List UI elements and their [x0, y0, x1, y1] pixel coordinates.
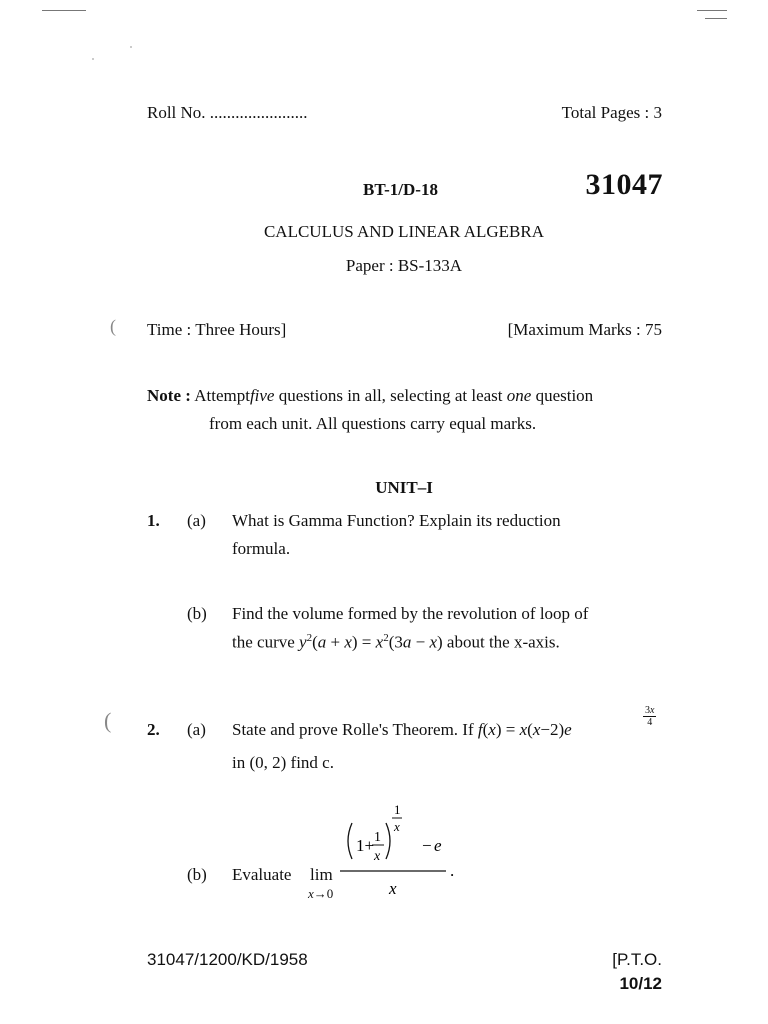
svg-text:1+: 1+ — [356, 836, 375, 855]
question-1a-line-1: What is Gamma Function? Explain its reduction — [232, 511, 561, 530]
top-right-rule — [697, 10, 727, 11]
question-1b-line-2: the curve $y^2(a + x) = x^2(3a - x)$ about the x-axis. — [232, 632, 560, 652]
question-2b-label: (b) — [187, 865, 207, 884]
question-1a-line-2: formula. — [232, 539, 291, 558]
paper-id: Paper : BS-133A — [345, 256, 463, 275]
question-1b-label: (b) — [187, 604, 207, 623]
note-five: five — [249, 386, 275, 405]
svg-text:−: − — [422, 836, 432, 855]
note-line-1 — [147, 386, 667, 406]
total-pages: Total Pages : 3 — [561, 103, 662, 122]
time-allowed: Time : Three Hours] — [147, 320, 287, 339]
unit-heading: UNIT–I — [375, 478, 433, 497]
question-1b-line-1: Find the volume formed by the revolution of loop of — [232, 604, 589, 623]
note-text-3: question — [535, 386, 594, 405]
margin-mark-2: ( — [104, 708, 112, 733]
footer-code: 31047/1200/KD/1958 — [147, 950, 308, 969]
note-label: Note : — [147, 386, 191, 405]
svg-text:e: e — [434, 836, 442, 855]
footer-pto: [P.T.O. — [612, 950, 662, 969]
note-text-1: Attempt — [194, 386, 250, 405]
svg-text:1: 1 — [394, 802, 401, 817]
svg-text:.: . — [450, 861, 455, 880]
note-text-2: questions in all, selecting at least — [278, 386, 503, 405]
question-1a-label: (a) — [187, 511, 206, 530]
svg-text:1: 1 — [374, 830, 381, 845]
top-left-rule — [42, 10, 86, 11]
maximum-marks: [Maximum Marks : 75 — [507, 320, 662, 339]
exponent-fraction: $\frac{3x}{4}$ — [645, 705, 655, 728]
limit-expression — [338, 798, 468, 908]
roll-number-field: Roll No. ....................... — [147, 103, 308, 122]
paper-code: BT-1/D-18 — [363, 180, 438, 199]
note-one: one — [506, 386, 532, 405]
subject-title: CALCULUS AND LINEAR ALGEBRA — [263, 222, 545, 241]
limit-operator: lim — [310, 865, 333, 884]
svg-text:x: x — [374, 849, 381, 864]
footer-date: 10/12 — [619, 974, 662, 993]
top-right-rule-2 — [705, 18, 727, 19]
paper-number: 31047 — [585, 168, 663, 201]
limit-subscript: x→0 — [308, 886, 334, 901]
svg-text:x: x — [394, 819, 400, 834]
question-2a-line-1: State and prove Rolle's Theorem. If f(x) = x(x−2)e — [232, 720, 572, 739]
note-line-2: from each unit. All questions carry equal marks. — [209, 414, 537, 433]
question-2-number: 2. — [147, 720, 160, 739]
curve-equation: y — [299, 632, 307, 652]
svg-text:x: x — [389, 879, 397, 898]
margin-mark-1: ( — [110, 316, 116, 336]
question-2a-line-2: in (0, 2) find c. — [232, 753, 334, 772]
rolle-function: f(x) = x(x−2)e — [477, 720, 572, 739]
question-1-number: 1. — [147, 511, 160, 530]
question-2b-text: Evaluate — [232, 865, 292, 884]
question-2a-label: (a) — [187, 720, 206, 739]
